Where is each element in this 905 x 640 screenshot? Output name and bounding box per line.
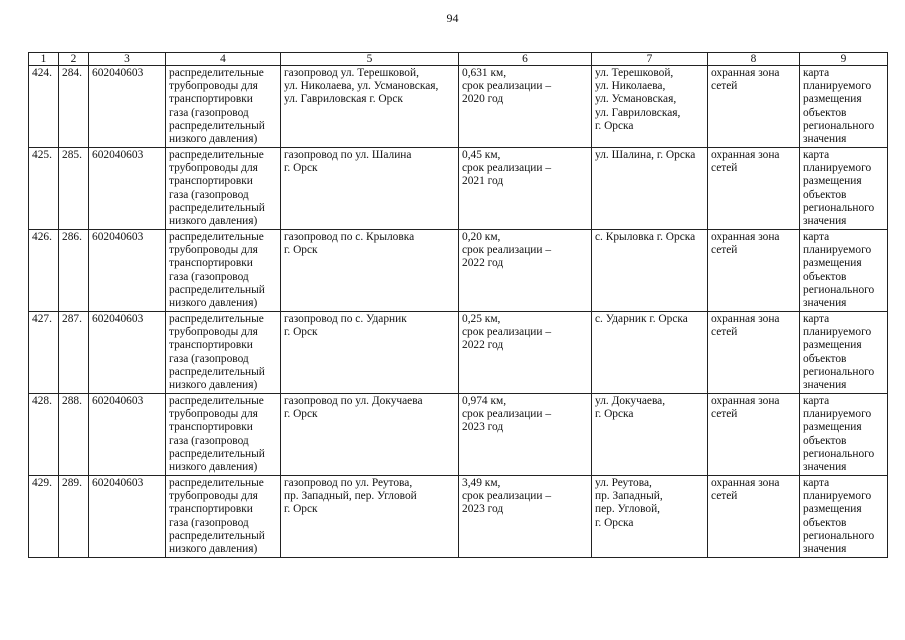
object-code: 602040603 bbox=[89, 312, 166, 394]
column-header: 5 bbox=[281, 53, 459, 66]
object-parameters: 0,25 км, срок реализации – 2022 год bbox=[459, 312, 592, 394]
table-row bbox=[29, 476, 888, 558]
object-parameters: 0,631 км, срок реализации – 2020 год bbox=[459, 66, 592, 148]
object-name: распределительные трубопроводы для транспортировки газа (газопровод распределительный низкого давления) bbox=[166, 148, 281, 230]
protection-zone: охранная зона сетей bbox=[708, 66, 800, 148]
object-name: распределительные трубопроводы для транспортировки газа (газопровод распределительный низкого давления) bbox=[166, 476, 281, 558]
map-reference: карта планируемого размещения объектов регионального значения bbox=[800, 230, 888, 312]
protection-zone: охранная зона сетей bbox=[708, 476, 800, 558]
row-number: 426. bbox=[29, 230, 59, 312]
object-code: 602040603 bbox=[89, 148, 166, 230]
object-location: газопровод ул. Терешковой, ул. Николаева, ул. Усмановская, ул. Гавриловская г. Орск bbox=[281, 66, 459, 148]
column-header: 4 bbox=[166, 53, 281, 66]
object-address: ул. Шалина, г. Орска bbox=[592, 148, 708, 230]
protection-zone: охранная зона сетей bbox=[708, 312, 800, 394]
column-header: 3 bbox=[89, 53, 166, 66]
protection-zone: охранная зона сетей bbox=[708, 230, 800, 312]
page-number: 94 bbox=[446, 11, 459, 25]
object-location: газопровод по ул. Докучаева г. Орск bbox=[281, 394, 459, 476]
row-number: 428. bbox=[29, 394, 59, 476]
row-subnumber: 289. bbox=[59, 476, 89, 558]
object-name: распределительные трубопроводы для транспортировки газа (газопровод распределительный низкого давления) bbox=[166, 66, 281, 148]
object-code: 602040603 bbox=[89, 394, 166, 476]
object-parameters: 0,20 км, срок реализации – 2022 год bbox=[459, 230, 592, 312]
column-header: 9 bbox=[800, 53, 888, 66]
object-parameters: 0,974 км, срок реализации – 2023 год bbox=[459, 394, 592, 476]
table-row bbox=[29, 148, 888, 230]
row-subnumber: 284. bbox=[59, 66, 89, 148]
column-header: 2 bbox=[59, 53, 89, 66]
table-row bbox=[29, 230, 888, 312]
table-row bbox=[29, 394, 888, 476]
map-reference: карта планируемого размещения объектов регионального значения bbox=[800, 66, 888, 148]
object-location: газопровод по ул. Реутова, пр. Западный, пер. Угловой г. Орск bbox=[281, 476, 459, 558]
column-number-row bbox=[29, 53, 888, 66]
column-header: 1 bbox=[29, 53, 59, 66]
object-location: газопровод по ул. Шалина г. Орск bbox=[281, 148, 459, 230]
row-subnumber: 285. bbox=[59, 148, 89, 230]
map-reference: карта планируемого размещения объектов регионального значения bbox=[800, 312, 888, 394]
row-number: 424. bbox=[29, 66, 59, 148]
row-subnumber: 286. bbox=[59, 230, 89, 312]
object-address: с. Крыловка г. Орска bbox=[592, 230, 708, 312]
map-reference: карта планируемого размещения объектов регионального значения bbox=[800, 394, 888, 476]
object-address: с. Ударник г. Орска bbox=[592, 312, 708, 394]
column-header: 7 bbox=[592, 53, 708, 66]
object-name: распределительные трубопроводы для транспортировки газа (газопровод распределительный низкого давления) bbox=[166, 394, 281, 476]
object-name: распределительные трубопроводы для транспортировки газа (газопровод распределительный низкого давления) bbox=[166, 312, 281, 394]
object-location: газопровод по с. Крыловка г. Орск bbox=[281, 230, 459, 312]
row-number: 427. bbox=[29, 312, 59, 394]
object-address: ул. Докучаева, г. Орска bbox=[592, 394, 708, 476]
protection-zone: охранная зона сетей bbox=[708, 394, 800, 476]
row-subnumber: 288. bbox=[59, 394, 89, 476]
protection-zone: охранная зона сетей bbox=[708, 148, 800, 230]
object-code: 602040603 bbox=[89, 476, 166, 558]
row-number: 425. bbox=[29, 148, 59, 230]
row-subnumber: 287. bbox=[59, 312, 89, 394]
table-row bbox=[29, 66, 888, 148]
object-name: распределительные трубопроводы для транспортировки газа (газопровод распределительный низкого давления) bbox=[166, 230, 281, 312]
row-number: 429. bbox=[29, 476, 59, 558]
object-code: 602040603 bbox=[89, 66, 166, 148]
map-reference: карта планируемого размещения объектов регионального значения bbox=[800, 476, 888, 558]
object-location: газопровод по с. Ударник г. Орск bbox=[281, 312, 459, 394]
object-address: ул. Терешковой, ул. Николаева, ул. Усмановская, ул. Гавриловская, г. Орска bbox=[592, 66, 708, 148]
object-address: ул. Реутова, пр. Западный, пер. Угловой, г. Орска bbox=[592, 476, 708, 558]
objects-table bbox=[28, 52, 888, 558]
object-parameters: 3,49 км, срок реализации – 2023 год bbox=[459, 476, 592, 558]
object-code: 602040603 bbox=[89, 230, 166, 312]
column-header: 6 bbox=[459, 53, 592, 66]
object-parameters: 0,45 км, срок реализации – 2021 год bbox=[459, 148, 592, 230]
table-row bbox=[29, 312, 888, 394]
map-reference: карта планируемого размещения объектов регионального значения bbox=[800, 148, 888, 230]
column-header: 8 bbox=[708, 53, 800, 66]
